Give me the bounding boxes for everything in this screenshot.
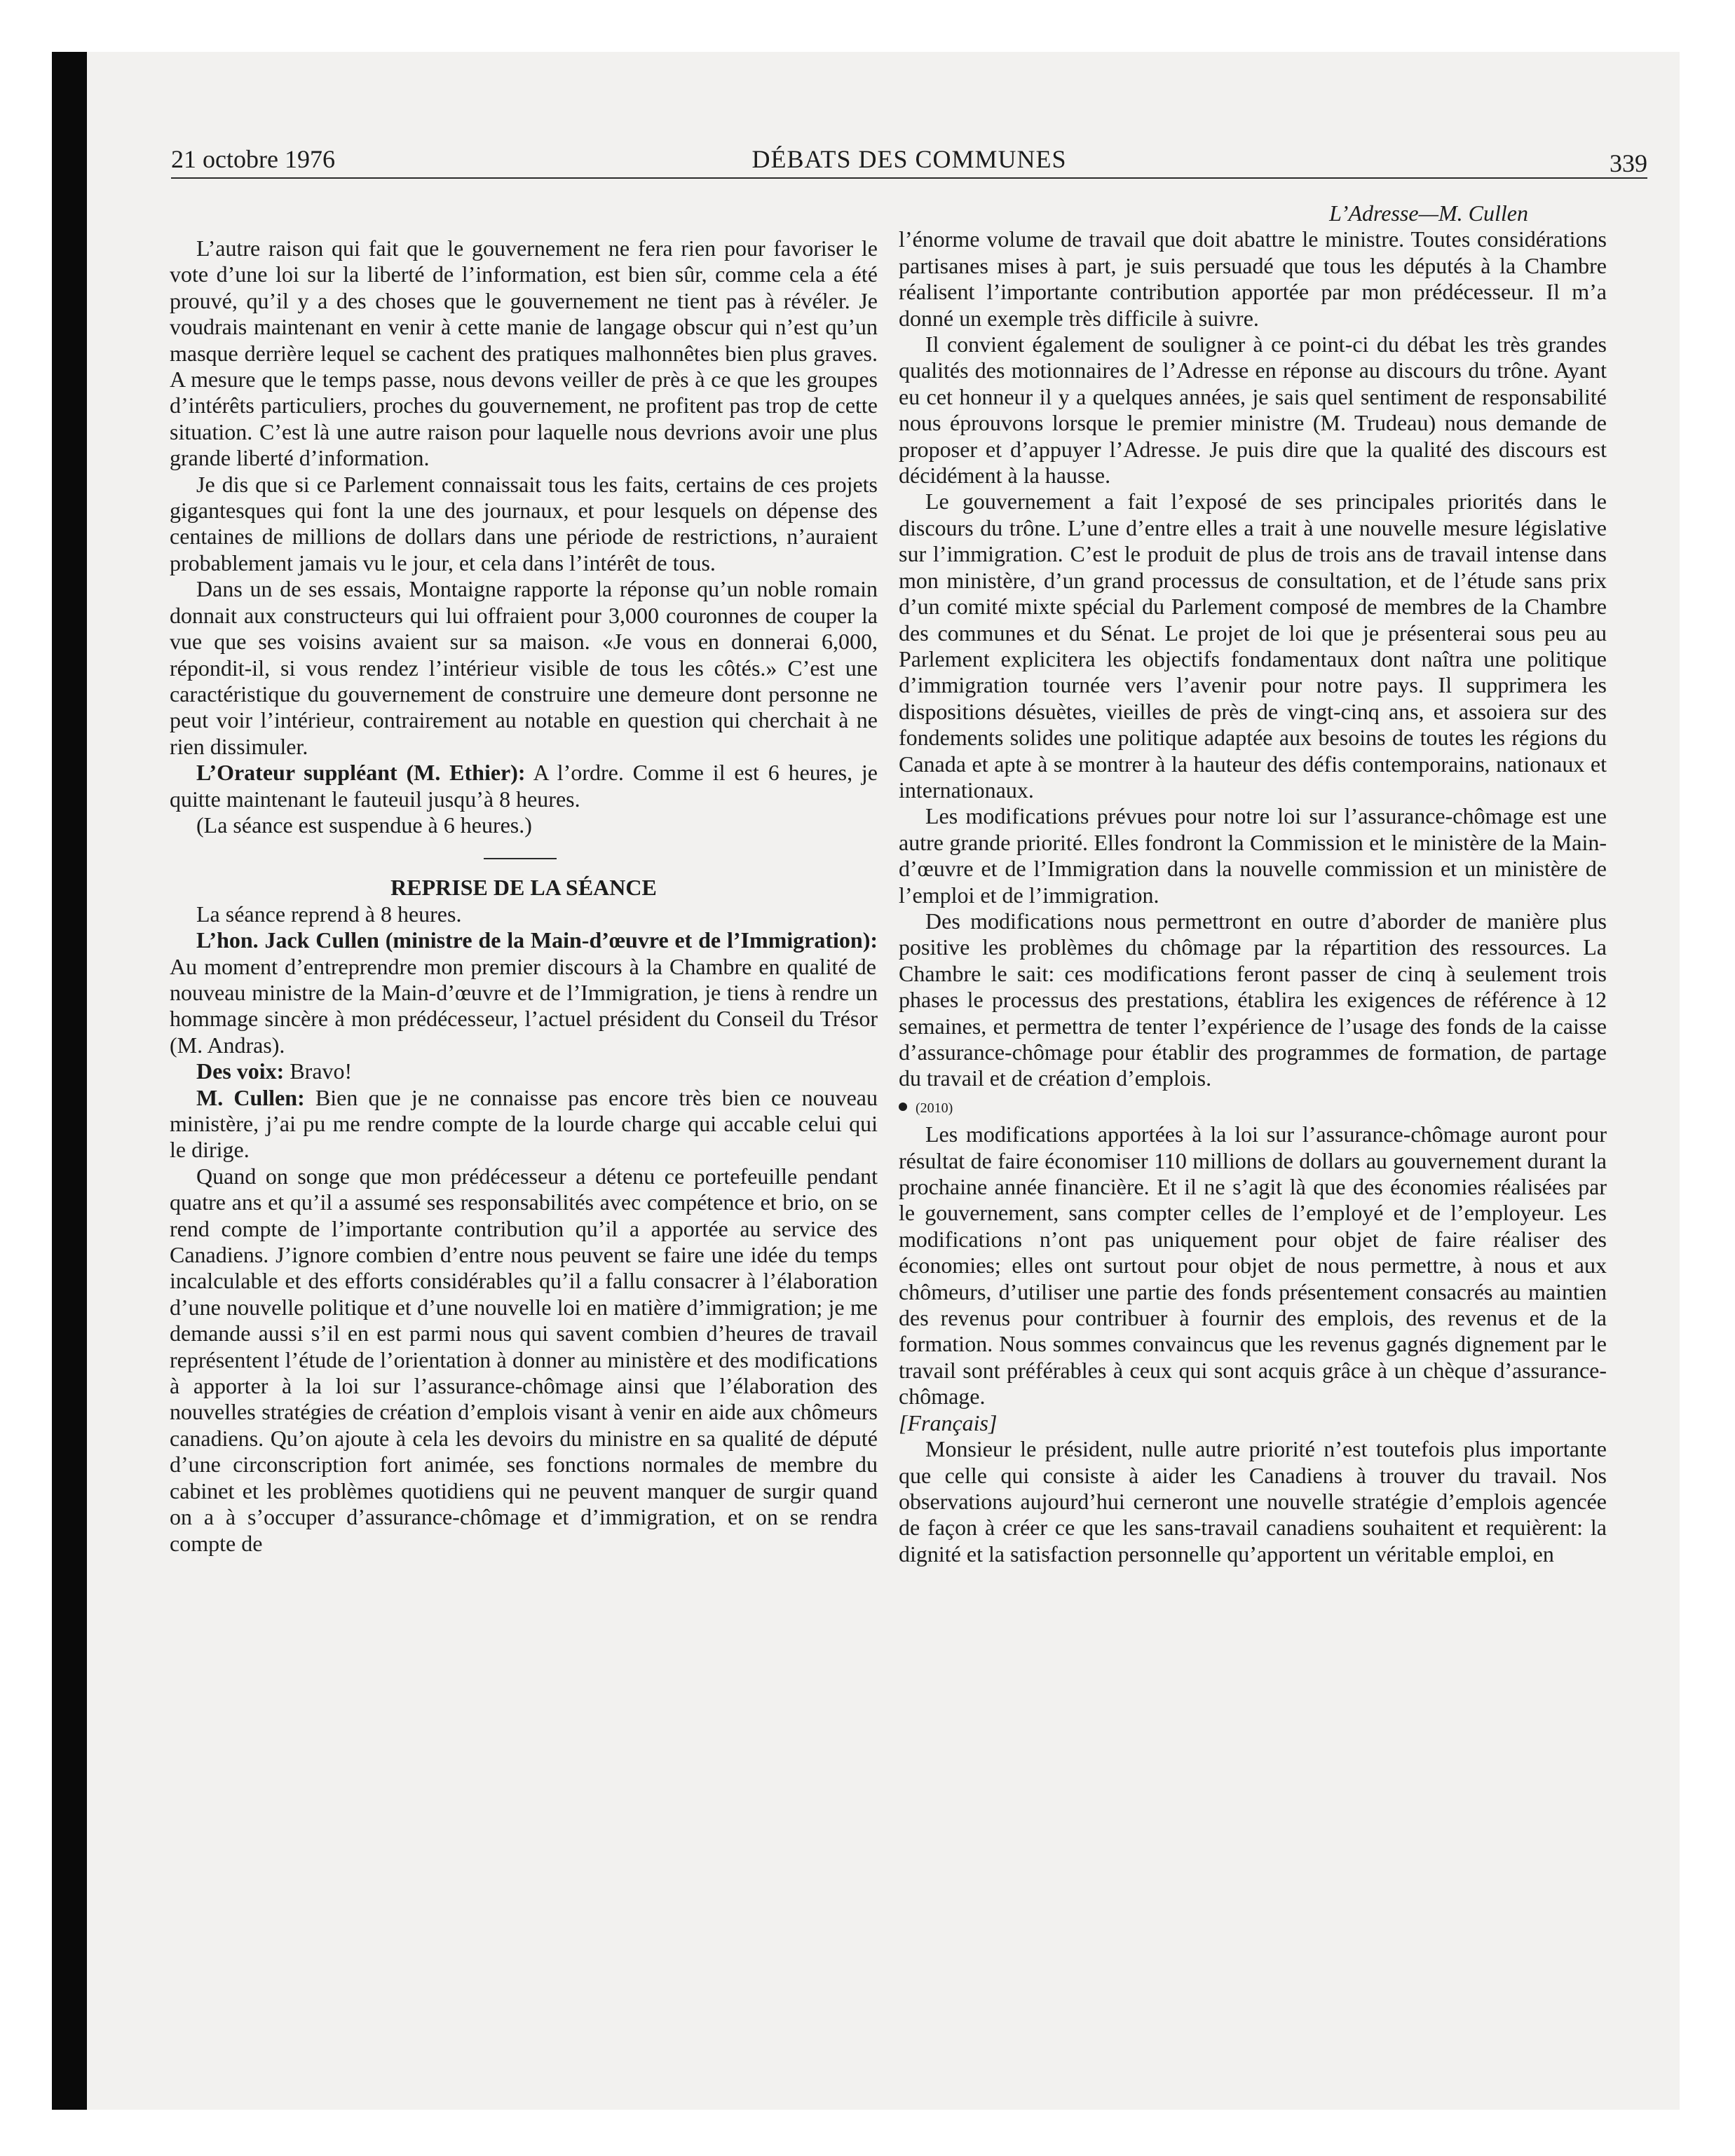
procedural-note: (La séance est suspendue à 6 heures.) (196, 812, 532, 838)
speech-paragraph (170, 760, 878, 812)
paragraph: Les modifications prévues pour notre loi sur l’assurance-chômage est une autre grande priorité. Elles fondront la Commission et le ministère de la Main-d’œuvre et de l’Immigration dans la nouvelle commission et un ministère de l’emploi et de l’immigration. (899, 803, 1607, 908)
speaker-name: Des voix: (196, 1058, 285, 1084)
paragraph: Monsieur le président, nulle autre priorité n’est toutefois plus importante que celle qui consiste à aider les Canadiens à trouver du travail. Nos observations aujourd’hui cerneront une nouvelle stratégie d’emplois agencée de façon à créer ce que les sans-travail canadiens souhaitent et requièrent: la dignité et la satisfaction personnelle qu’apportent un véritable emploi, en (899, 1436, 1607, 1567)
procedural-note: La séance reprend à 8 heures. (196, 901, 462, 927)
page-header (171, 143, 1647, 175)
paragraph: l’énorme volume de travail que doit abattre le ministre. Toutes considérations partisanes mises à part, je suis persuadé que tous les députés à la Chambre réalisent l’importante contribution apportée par mon prédécesseur. Il m’a donné un exemple très difficile à suivre. (899, 226, 1607, 331)
paragraph: L’autre raison qui fait que le gouvernement ne fera rien pour favoriser le vote d’une loi sur la liberté de l’information, est bien sûr, comme cela a été prouvé, qu’il y a des choses que le gouvernement ne tient pas à révéler. Je voudrais maintenant en venir à cette manie de langage obscur qui n’est qu’un masque derrière lequel se cachent des pratiques malhonnêtes bien plus graves. A mesure que le temps passe, nous devons veiller de près à ce que les groupes d’intérêts particuliers, proches du gouvernement, ne profitent pas trop de cette situation. C’est là une autre raison pour laquelle nous devrions avoir une plus grande liberté d’information. (170, 236, 878, 471)
speech-text: A l’ordre. Comme il est 6 heures, je quitte maintenant le fauteuil jusqu’à 8 heures. (170, 760, 878, 812)
time-marker (899, 1092, 1607, 1121)
bullet-icon (899, 1103, 907, 1111)
right-column (899, 200, 1607, 1567)
time-marker-text: (2010) (916, 1100, 953, 1116)
paragraph: Quand on songe que mon prédécesseur a détenu ce portefeuille pendant quatre ans et qu’il a assumé ses responsabilités avec compétence et brio, on se rend compte de l’importante contribution qu’il a apportée au service des Canadiens. J’ignore combien d’entre nous peuvent se faire une idée du temps incalculable et des efforts considérables qu’il a fallu consacrer à l’élaboration d’une nouvelle politique et d’une nouvelle loi en matière d’immigration; je me demande aussi s’il en est parmi nous qui savent combien d’heures de travail représentent l’étude de l’orientation à donner au ministère et des modifications à apporter à la loi sur l’assurance-chômage ainsi que l’élaboration des nouvelles stratégies de création d’emplois visant à venir en aide aux chômeurs canadiens. Qu’on ajoute à cela les devoirs du ministre en sa qualité de député d’une circonscription fort animée, ses fonctions normales de membre du cabinet et les problèmes quotidiens qui ne peuvent manquer de surgir quand on a à s’occuper d’assurance-chômage et d’immigration, et on se rendra compte de (170, 1163, 878, 1556)
speech-paragraph (170, 927, 878, 1058)
speech-text: Au moment d’entreprendre mon premier discours à la Chambre en qualité de nouveau ministre de la Main-d’œuvre et de l’Immigration, je tiens à rendre un hommage sincère à mon prédécesseur, l’actuel président du Conseil du Trésor (M. Andras). (170, 953, 878, 1058)
speaker-name: L’Orateur suppléant (M. Ethier): (196, 760, 526, 786)
paragraph: Le gouvernement a fait l’exposé de ses principales priorités dans le discours du trône. L’une d’entre elles a trait à une nouvelle mesure législative sur l’immigration. C’est le produit de plus de trois ans de travail intense dans mon ministère, d’un grand processus de consultation, et de l’étude sans prix d’un comité mixte spécial du Parlement composé de membres de la Chambre des communes et du Sénat. Le projet de loi que je présenterai sous peu au Parlement explicitera les objectifs fondamentaux dont naîtra une politique d’immigration tournée vers l’avenir pour notre pays. Il supprimera les dispositions désuètes, vieilles de près de vingt-cinq ans, et assoiera sur des fondements solides une politique adaptée aux besoins de toutes les régions du Canada et apte à se montrer à la hauteur des défis contemporains, nationaux et internationaux. (899, 489, 1607, 803)
running-head: L’Adresse—M. Cullen (1329, 200, 1528, 226)
speech-paragraph (170, 1058, 878, 1084)
speech-text: Bravo! (284, 1058, 353, 1084)
section-separator (484, 858, 557, 859)
paragraph: Il convient également de souligner à ce point-ci du débat les très grandes qualités des motionnaires de l’Adresse en réponse au discours du trône. Ayant eu cet honneur il y a quelques années, je sais quel sentiment de responsabilité nous éprouvons lorsque le premier ministre (M. Trudeau) nous demande de proposer et d’appuyer l’Adresse. Je puis dire que la qualité des discours est décidément à la hausse. (899, 332, 1607, 489)
header-page-number: 339 (1610, 149, 1647, 177)
speech-text: Bien que je ne connaisse pas encore très bien ce nouveau ministère, j’ai pu me rendre compte de la lourde charge qui accable celui qui le dirige. (170, 1084, 878, 1163)
header-publication-title: DÉBATS DES COMMUNES (751, 145, 1067, 173)
paragraph: Je dis que si ce Parlement connaissait tous les faits, certains de ces projets gigantesques qui font la une des journaux, et pour lesquels on dépense des centaines de millions de dollars dans une période de restrictions, n’auraient probablement jamais vu le jour, et cela dans l’intérêt de tous. (170, 471, 878, 575)
paragraph: Les modifications apportées à la loi sur l’assurance-chômage auront pour résultat de faire économiser 110 millions de dollars au gouvernement durant la prochaine année financière. Et il ne s’agit là que des économies réalisées par le gouvernement, sans compter celles de l’employé et de l’employeur. Les modifications n’ont pas uniquement pour objet de faire réaliser des économies; elles ont surtout pour objet de nous permettre, à nous et aux chômeurs, d’utiliser une partie des fonds présentement consacrés au maintien des revenus pour contribuer à fournir des emplois, des revenus et de la formation. Nous sommes convaincus que les revenus gagnés dignement par le travail sont préférables à ceux qui sont acquis grâce à un chèque d’assurance-chômage. (899, 1121, 1607, 1410)
paragraph: Des modifications nous permettront en outre d’aborder de manière plus positive les problèmes du chômage par la répartition des ressources. La Chambre le sait: ces modifications feront passer de cinq à seulement trois phases le processus des prestations, établira les exigences de référence à 12 semaines, et permettra de tenter l’expérience de l’usage des fonds de la caisse d’assurance-chômage pour établir des programmes de formation, de partage du travail et de création d’emplois. (899, 908, 1607, 1091)
paragraph: Dans un de ses essais, Montaigne rapporte la réponse qu’un noble romain donnait aux constructeurs qui lui offraient pour 3,000 couronnes de couper la vue que ses voisins avaient sur sa maison. «Je vous en donnerai 6,000, répondit-il, si vous rendez l’intérieur visible de tous les côtés.» C’est une caractéristique du gouvernement de construire une demeure dont personne ne peut voir l’intérieur, contrairement au notable en question qui cherchait à ne rien dissimuler. (170, 576, 878, 759)
left-column (170, 236, 878, 1557)
header-date: 21 octobre 1976 (171, 145, 335, 173)
section-heading: REPRISE DE LA SÉANCE (390, 875, 657, 901)
speech-paragraph (170, 1085, 878, 1164)
speaker-name: L’hon. Jack Cullen (ministre de la Main-d’œuvre et de l’Immigration): (196, 927, 878, 953)
scan-binding-edge (52, 52, 87, 2110)
language-tag: [Français] (899, 1410, 998, 1435)
header-rule (171, 177, 1647, 179)
speaker-name: M. Cullen: (196, 1084, 305, 1110)
